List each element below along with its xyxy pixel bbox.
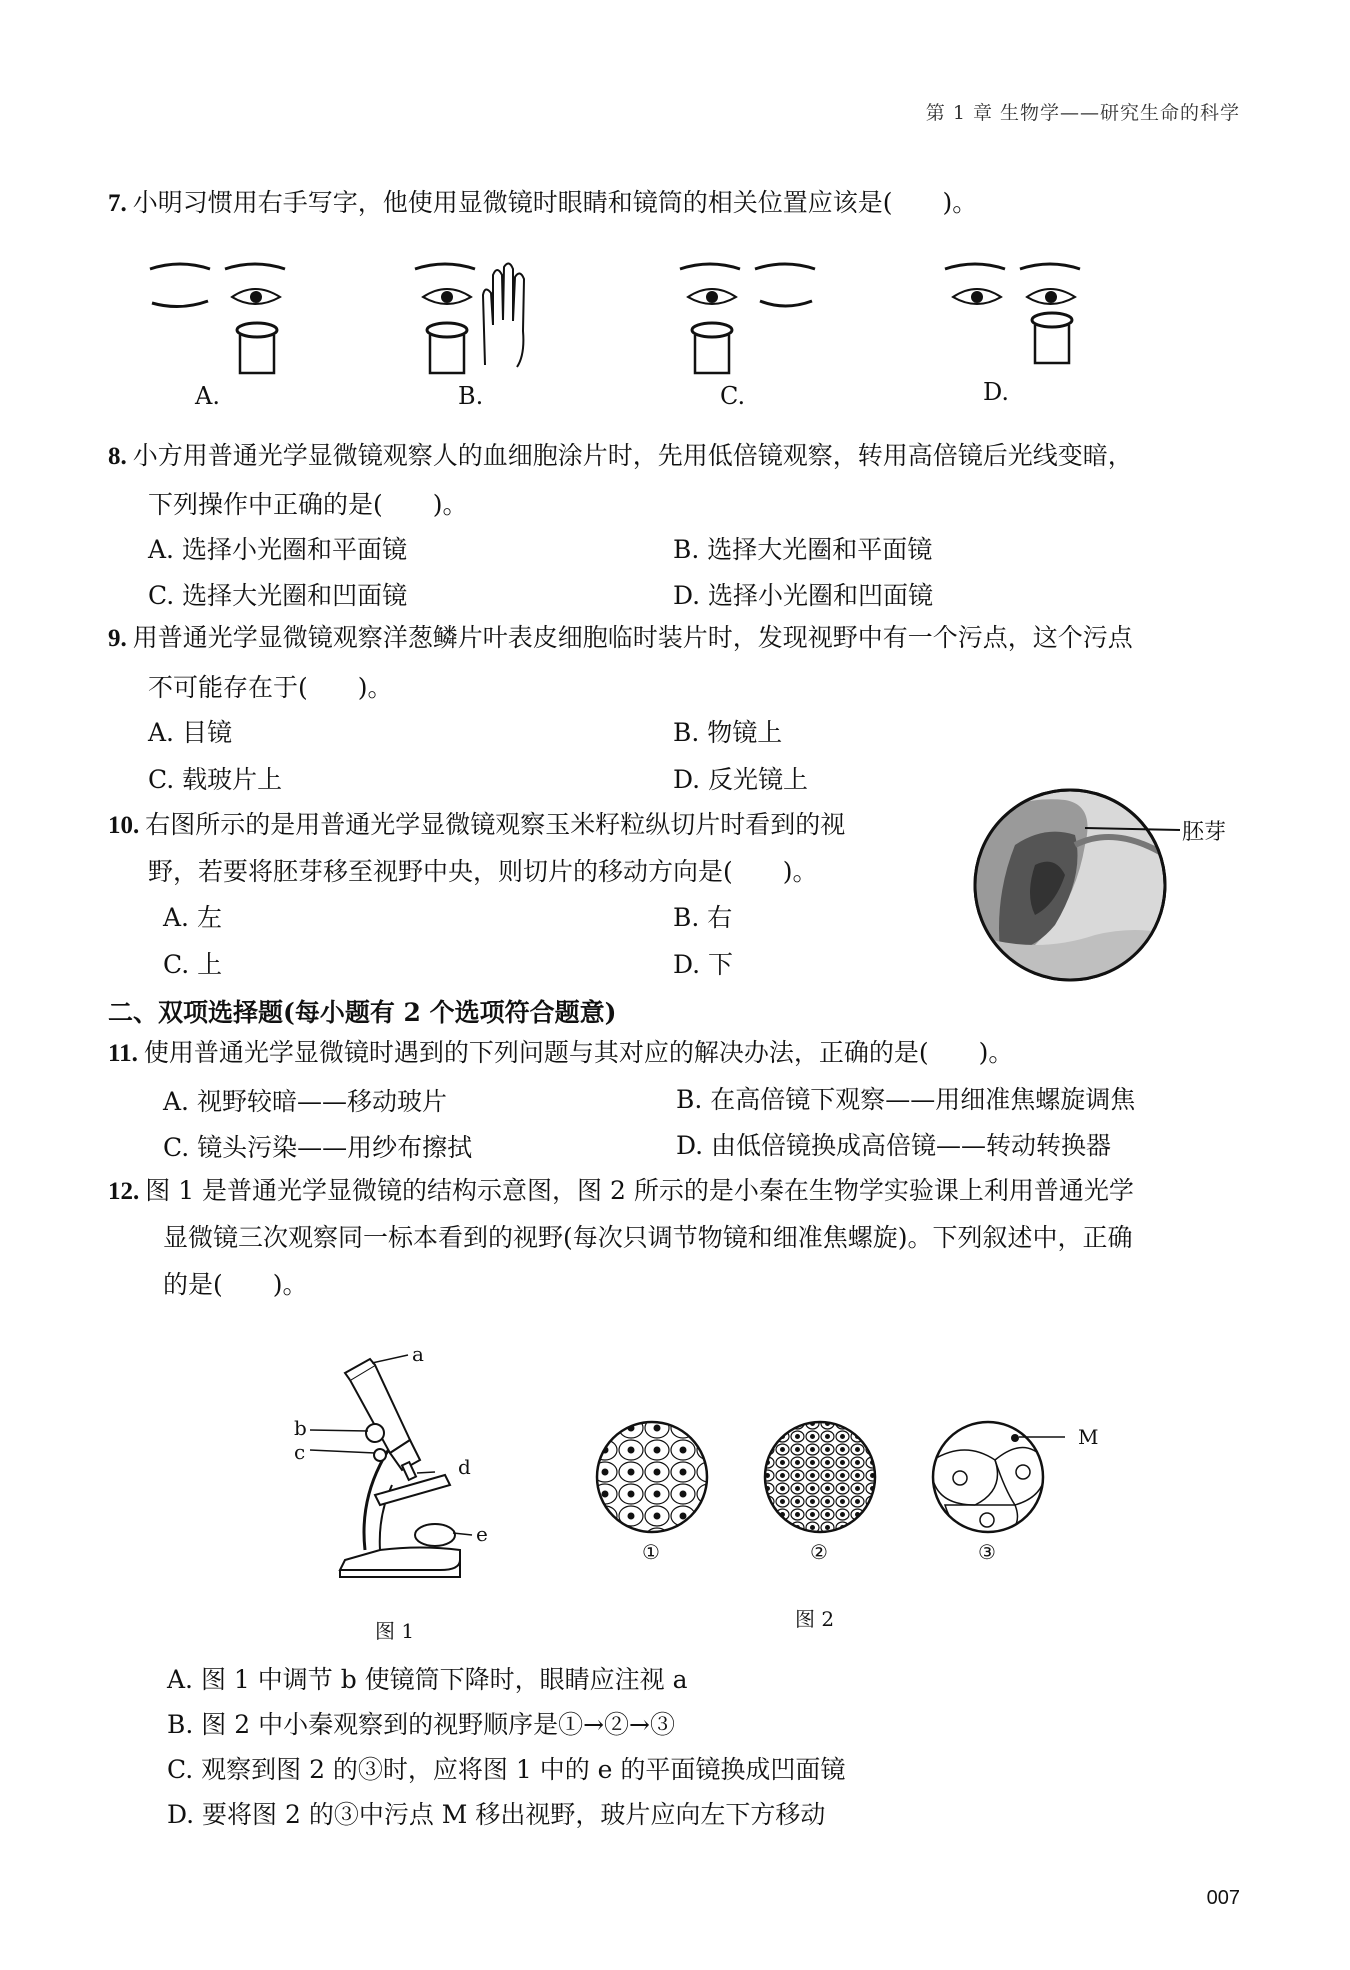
cell-nucleus — [840, 1473, 845, 1478]
view-2 — [761, 1418, 879, 1546]
cell-nucleus — [840, 1512, 845, 1517]
q9-option-d: D. 反光镜上 — [673, 765, 809, 794]
fig2-caption: 图 2 — [795, 1607, 835, 1631]
eye-option-a — [150, 264, 285, 373]
cell-nucleus — [795, 1447, 800, 1452]
eye-option-d — [945, 264, 1080, 363]
cell-outline — [866, 1431, 879, 1442]
cell-nucleus — [870, 1421, 875, 1426]
q7-figure — [140, 255, 1100, 385]
cell-outline — [671, 1528, 695, 1548]
cell-nucleus — [810, 1512, 815, 1517]
cell-nucleus — [765, 1447, 770, 1452]
fig2-label-2: ② — [810, 1540, 828, 1564]
embryo-label: 胚芽 — [1182, 820, 1227, 845]
cell-nucleus — [780, 1486, 785, 1491]
cell-nucleus — [825, 1512, 830, 1517]
cell-outline — [776, 1522, 789, 1533]
q12-option-a: A. 图 1 中调节 b 使镜筒下降时，眼睛应注视 a — [167, 1665, 688, 1694]
cell-nucleus — [765, 1421, 770, 1426]
cell-nucleus — [780, 1525, 785, 1530]
cell-nucleus — [780, 1447, 785, 1452]
cell-nucleus — [855, 1499, 860, 1504]
eye-option-c — [680, 264, 815, 373]
cell-outline — [851, 1418, 864, 1429]
q7-label-d: D. — [983, 378, 1010, 406]
cell-outline — [866, 1418, 879, 1429]
cell-nucleus — [780, 1421, 785, 1426]
cell-nucleus — [855, 1525, 860, 1530]
cell-nucleus — [628, 1513, 635, 1520]
fig2-marker-m: M — [1078, 1425, 1099, 1449]
question-9-stem — [108, 615, 1238, 662]
cell-outline — [776, 1418, 789, 1429]
cell-nucleus — [795, 1460, 800, 1465]
q8-option-c: C. 选择大光圈和凹面镜 — [148, 581, 408, 610]
cell-nucleus — [602, 1469, 609, 1476]
cell-nucleus — [870, 1538, 875, 1543]
cell-nucleus — [780, 1460, 785, 1465]
cell-nucleus — [780, 1473, 785, 1478]
cell-nucleus — [810, 1447, 815, 1452]
cell-nucleus — [765, 1434, 770, 1439]
cell-nucleus — [706, 1535, 713, 1542]
cell-nucleus — [706, 1425, 713, 1432]
cell-outline — [761, 1535, 774, 1546]
view-3 — [933, 1422, 1065, 1540]
cell-outline — [776, 1535, 789, 1546]
fig1-label-a: a — [412, 1342, 424, 1366]
question-number: 12. — [108, 1178, 140, 1205]
cell-outline — [761, 1509, 774, 1520]
cell-nucleus — [628, 1491, 635, 1498]
cell-outline — [697, 1418, 721, 1438]
question-12-stem — [108, 1168, 1238, 1215]
cell-nucleus — [810, 1525, 815, 1530]
q11-option-b: B. 在高倍镜下观察——用细准焦螺旋调焦 — [676, 1085, 1136, 1114]
microscope-figure — [320, 1345, 520, 1595]
question-8-stem-cont: 下列操作中正确的是( )。 — [148, 490, 468, 519]
cell-nucleus — [602, 1425, 609, 1432]
cell-nucleus — [795, 1512, 800, 1517]
q9-option-a: A. 目镜 — [148, 718, 232, 747]
cell-outline — [851, 1535, 864, 1546]
cell-nucleus — [840, 1447, 845, 1452]
cell-nucleus — [810, 1499, 815, 1504]
fig2-label-3: ③ — [978, 1540, 996, 1564]
q8-option-b: B. 选择大光圈和平面镜 — [673, 535, 933, 564]
fig1-label-c: c — [294, 1440, 306, 1464]
q11-option-d: D. 由低倍镜换成高倍镜——转动转换器 — [676, 1131, 1112, 1160]
q8-option-d: D. 选择小光圈和凹面镜 — [673, 581, 934, 610]
fields-of-view-figure — [595, 1420, 1115, 1550]
cell-nucleus — [855, 1421, 860, 1426]
question-text: 使用普通光学显微镜时遇到的下列问题与其对应的解决办法，正确的是( )。 — [143, 1038, 1014, 1067]
cell-nucleus — [840, 1434, 845, 1439]
cell-nucleus — [765, 1525, 770, 1530]
cell-outline — [866, 1522, 879, 1533]
question-text: 右图所示的是用普通光学显微镜观察玉米籽粒纵切片时看到的视 — [145, 810, 846, 839]
cell-nucleus — [825, 1434, 830, 1439]
cell-outline — [697, 1506, 721, 1526]
cell-nucleus — [654, 1469, 661, 1476]
cell-nucleus — [706, 1447, 713, 1454]
q7-label-c: C. — [720, 382, 746, 410]
cell-nucleus — [870, 1525, 875, 1530]
q12-option-c: C. 观察到图 2 的③时，应将图 1 中的 e 的平面镜换成凹面镜 — [167, 1755, 846, 1784]
fig1-label-d: d — [458, 1455, 471, 1479]
cell-nucleus — [706, 1491, 713, 1498]
q11-option-c: C. 镜头污染——用纱布擦拭 — [163, 1133, 473, 1162]
question-text: 用普通光学显微镜观察洋葱鳞片叶表皮细胞临时装片时，发现视野中有一个污点，这个污点 — [132, 623, 1133, 652]
q7-label-b: B. — [458, 382, 484, 410]
fig1-caption: 图 1 — [375, 1619, 415, 1643]
fig2-label-1: ① — [642, 1540, 660, 1564]
cell-nucleus — [680, 1469, 687, 1476]
cell-nucleus — [855, 1473, 860, 1478]
cell-nucleus — [855, 1538, 860, 1543]
question-number: 10. — [108, 812, 140, 839]
cell-nucleus — [628, 1469, 635, 1476]
cell-nucleus — [680, 1491, 687, 1498]
question-9-stem-cont: 不可能存在于( )。 — [148, 673, 393, 702]
cell-nucleus — [602, 1535, 609, 1542]
question-number: 9. — [108, 625, 127, 652]
question-text: 小明习惯用右手写字，他使用显微镜时眼睛和镜筒的相关位置应该是( )。 — [132, 188, 978, 217]
cell-nucleus — [795, 1499, 800, 1504]
q7-label-a: A. — [195, 382, 220, 410]
embryo-pointer-line — [1085, 820, 1185, 840]
cell-outline — [836, 1535, 849, 1546]
cell-nucleus — [810, 1434, 815, 1439]
q9-option-b: B. 物镜上 — [673, 718, 783, 747]
cell-nucleus — [840, 1460, 845, 1465]
q10-option-c: C. 上 — [163, 950, 223, 979]
cell-nucleus — [810, 1486, 815, 1491]
cell-nucleus — [825, 1447, 830, 1452]
cell-nucleus — [680, 1447, 687, 1454]
cell-nucleus — [870, 1447, 875, 1452]
section-title: 二、双项选择题(每小题有 2 个选项符合题意) — [108, 998, 617, 1027]
cell-nucleus — [654, 1425, 661, 1432]
view-1 — [593, 1418, 721, 1548]
cell-nucleus — [628, 1535, 635, 1542]
cell-nucleus — [654, 1447, 661, 1454]
q10-option-b: B. 右 — [673, 903, 733, 932]
cell-nucleus — [706, 1513, 713, 1520]
cell-nucleus — [654, 1491, 661, 1498]
q11-option-a: A. 视野较暗——移动玻片 — [163, 1087, 447, 1116]
cell-outline — [697, 1528, 721, 1548]
cell-nucleus — [795, 1538, 800, 1543]
q9-option-c: C. 载玻片上 — [148, 765, 283, 794]
cell-nucleus — [825, 1525, 830, 1530]
cell-nucleus — [602, 1513, 609, 1520]
cell-nucleus — [680, 1535, 687, 1542]
page-number: 007 — [1206, 1887, 1240, 1909]
cell-outline — [866, 1509, 879, 1520]
cell-nucleus — [780, 1538, 785, 1543]
cell-outline — [761, 1522, 774, 1533]
question-number: 11. — [108, 1040, 138, 1067]
q12-option-b: B. 图 2 中小秦观察到的视野顺序是①→②→③ — [167, 1710, 675, 1739]
question-12-stem-cont: 显微镜三次观察同一标本看到的视野(每次只调节物镜和细准焦螺旋)。下列叙述中，正确 — [163, 1223, 1133, 1252]
question-8-stem — [108, 433, 1238, 480]
q10-option-d: D. 下 — [673, 950, 734, 979]
cell-outline — [761, 1431, 774, 1442]
cell-nucleus — [795, 1486, 800, 1491]
cell-nucleus — [855, 1460, 860, 1465]
question-10-stem — [108, 802, 968, 849]
cell-nucleus — [628, 1447, 635, 1454]
cell-outline — [866, 1535, 879, 1546]
cell-nucleus — [825, 1486, 830, 1491]
cell-nucleus — [780, 1499, 785, 1504]
cell-outline — [851, 1522, 864, 1533]
question-12-stem-cont2: 的是( )。 — [163, 1270, 308, 1299]
question-10-stem-cont: 野，若要将胚芽移至视野中央，则切片的移动方向是( )。 — [148, 857, 818, 886]
q12-option-d: D. 要将图 2 的③中污点 M 移出视野，玻片应向左下方移动 — [167, 1800, 826, 1829]
cell-nucleus — [795, 1434, 800, 1439]
cell-nucleus — [855, 1486, 860, 1491]
q10-option-a: A. 左 — [163, 903, 222, 932]
cell-nucleus — [765, 1538, 770, 1543]
question-11-stem — [108, 1030, 1238, 1077]
question-number: 7. — [108, 190, 127, 217]
cell-outline — [593, 1528, 617, 1548]
cell-nucleus — [825, 1499, 830, 1504]
cell-outline — [593, 1418, 617, 1438]
cell-nucleus — [810, 1460, 815, 1465]
cell-outline — [697, 1462, 721, 1482]
cell-nucleus — [795, 1473, 800, 1478]
cell-nucleus — [654, 1513, 661, 1520]
question-text: 图 1 是普通光学显微镜的结构示意图，图 2 所示的是小秦在生物学实验课上利用普通光学 — [145, 1176, 1134, 1205]
cell-nucleus — [870, 1434, 875, 1439]
cell-nucleus — [855, 1447, 860, 1452]
cell-nucleus — [825, 1473, 830, 1478]
cell-nucleus — [680, 1513, 687, 1520]
question-number: 8. — [108, 443, 127, 470]
fig1-label-e: e — [476, 1522, 488, 1546]
fig1-label-b: b — [294, 1416, 307, 1440]
cell-outline — [761, 1418, 774, 1429]
cell-nucleus — [840, 1538, 845, 1543]
question-7-stem — [108, 180, 1238, 227]
corn-seed-view-figure — [975, 785, 1175, 985]
eye-option-b — [415, 263, 524, 373]
cell-nucleus — [810, 1473, 815, 1478]
chapter-header: 第 1 章 生物学——研究生命的科学 — [925, 102, 1240, 124]
cell-nucleus — [840, 1486, 845, 1491]
cell-nucleus — [870, 1512, 875, 1517]
cell-outline — [791, 1535, 804, 1546]
cell-nucleus — [602, 1491, 609, 1498]
question-text: 小方用普通光学显微镜观察人的血细胞涂片时，先用低倍镜观察，转用高倍镜后光线变暗， — [132, 441, 1133, 470]
cell-nucleus — [825, 1460, 830, 1465]
q8-option-a: A. 选择小光圈和平面镜 — [148, 535, 407, 564]
cell-nucleus — [840, 1499, 845, 1504]
cell-nucleus — [765, 1512, 770, 1517]
